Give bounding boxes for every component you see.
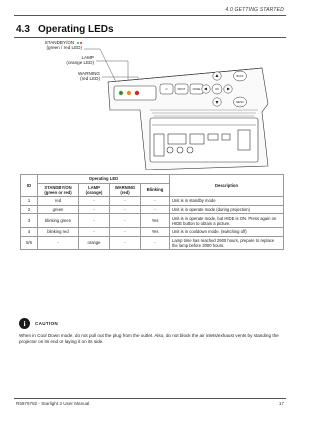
table-row bbox=[21, 197, 284, 206]
row-standby: green bbox=[38, 205, 79, 214]
header-description: Description bbox=[170, 175, 284, 197]
row-lamp: - bbox=[79, 227, 110, 236]
row-warning: - bbox=[110, 227, 141, 236]
footer-document-id: R5976782 - Starlight 3 User Manual bbox=[16, 401, 90, 406]
row-id: 1 bbox=[21, 197, 38, 206]
row-standby: blinking red bbox=[38, 227, 79, 236]
header-standby: STANDBY/ON (green or red) bbox=[38, 183, 79, 197]
caution-title: CAUTION bbox=[35, 321, 59, 326]
caution-text: When in Cool Down mode, do not pull out the plug from the outlet. Also, do not block the air inlets/exhaust vents by standing the projector on its end or laying it on its side. bbox=[19, 333, 279, 344]
row-warning: - bbox=[110, 236, 141, 250]
standby-callout-label: STANDBY/ON bbox=[44, 40, 75, 45]
row-lamp: - bbox=[79, 197, 110, 206]
row-description: Unit is in standby mode bbox=[170, 197, 284, 206]
row-standby: red bbox=[38, 197, 79, 206]
page-number: 17 bbox=[278, 401, 284, 406]
row-id: 3 bbox=[21, 214, 38, 228]
row-description: Unit is in cooldown mode. (switching off) bbox=[170, 227, 284, 236]
row-lamp: - bbox=[79, 205, 110, 214]
dvi-port bbox=[190, 134, 204, 144]
row-description: Unit is in operate mode, but HIDE is ON. Press again on HIDE button to obtain a picture. bbox=[170, 214, 284, 228]
info-icon: i bbox=[19, 318, 30, 329]
usb-port bbox=[222, 134, 230, 140]
table-row bbox=[21, 236, 284, 250]
row-blinking: Yes bbox=[141, 227, 170, 236]
row-lamp: orange bbox=[79, 236, 110, 250]
video-jack bbox=[167, 147, 173, 153]
menu-label: MENU bbox=[236, 101, 244, 104]
audio-jack-left bbox=[177, 147, 183, 153]
power-icon: ⏻ bbox=[165, 88, 168, 91]
section-number: 4.3 bbox=[16, 24, 30, 35]
row-description: Unit is in operate mode (during projection) bbox=[170, 205, 284, 214]
table-row bbox=[21, 227, 284, 236]
row-blinking: Yes bbox=[141, 214, 170, 228]
row-standby: - bbox=[38, 236, 79, 250]
table-row bbox=[21, 214, 284, 228]
rs232-port bbox=[208, 134, 218, 140]
ok-label: OK bbox=[215, 88, 219, 91]
table-body bbox=[21, 197, 284, 250]
input-label: INPUT bbox=[177, 88, 186, 91]
lamp-callout-label: LAMP bbox=[81, 55, 94, 60]
row-id: 5/6 bbox=[21, 236, 38, 250]
row-lamp: - bbox=[79, 214, 110, 228]
row-warning: - bbox=[110, 214, 141, 228]
network-port bbox=[238, 130, 250, 150]
mode-label: MODE bbox=[192, 88, 201, 91]
row-id: 4 bbox=[21, 227, 38, 236]
vga-port bbox=[168, 134, 186, 144]
table-header-row bbox=[21, 175, 284, 184]
running-header: 4.0 GETTING STARTED bbox=[225, 7, 284, 13]
header-warning: WARNING (red) bbox=[110, 183, 141, 197]
section-heading: Operating LEDs bbox=[38, 24, 114, 35]
projector-illustration bbox=[0, 0, 300, 170]
row-blinking: - bbox=[141, 236, 170, 250]
header-operating-led: Operating LED bbox=[38, 175, 170, 184]
row-standby: blinking green bbox=[38, 214, 79, 228]
header-blinking: Blinking bbox=[141, 183, 170, 197]
row-id: 2 bbox=[21, 205, 38, 214]
power-inlet bbox=[154, 134, 164, 156]
back-label: BACK bbox=[236, 75, 244, 78]
table-row bbox=[21, 205, 284, 214]
row-warning: - bbox=[110, 197, 141, 206]
warning-callout-sub: (red LED) bbox=[80, 76, 100, 82]
audio-jack-right bbox=[187, 147, 193, 153]
row-blinking: - bbox=[141, 205, 170, 214]
row-warning: - bbox=[110, 205, 141, 214]
row-description: Lamp time has reached 2900 hours, prepare to replace the lamp before 3000 hours. bbox=[170, 236, 284, 250]
header-lamp: LAMP (orange) bbox=[79, 183, 110, 197]
row-blinking: - bbox=[141, 197, 170, 206]
warning-led bbox=[135, 91, 139, 95]
standby-callout-sub: (green / red LED) bbox=[46, 45, 82, 51]
header-id: ID bbox=[21, 175, 38, 197]
lamp-led bbox=[127, 91, 131, 95]
operating-led-table bbox=[20, 174, 284, 250]
lamp-callout-sub: (orange LED) bbox=[66, 60, 94, 66]
warning-callout-label: WARNING bbox=[77, 71, 100, 76]
footer-divider bbox=[14, 398, 286, 399]
